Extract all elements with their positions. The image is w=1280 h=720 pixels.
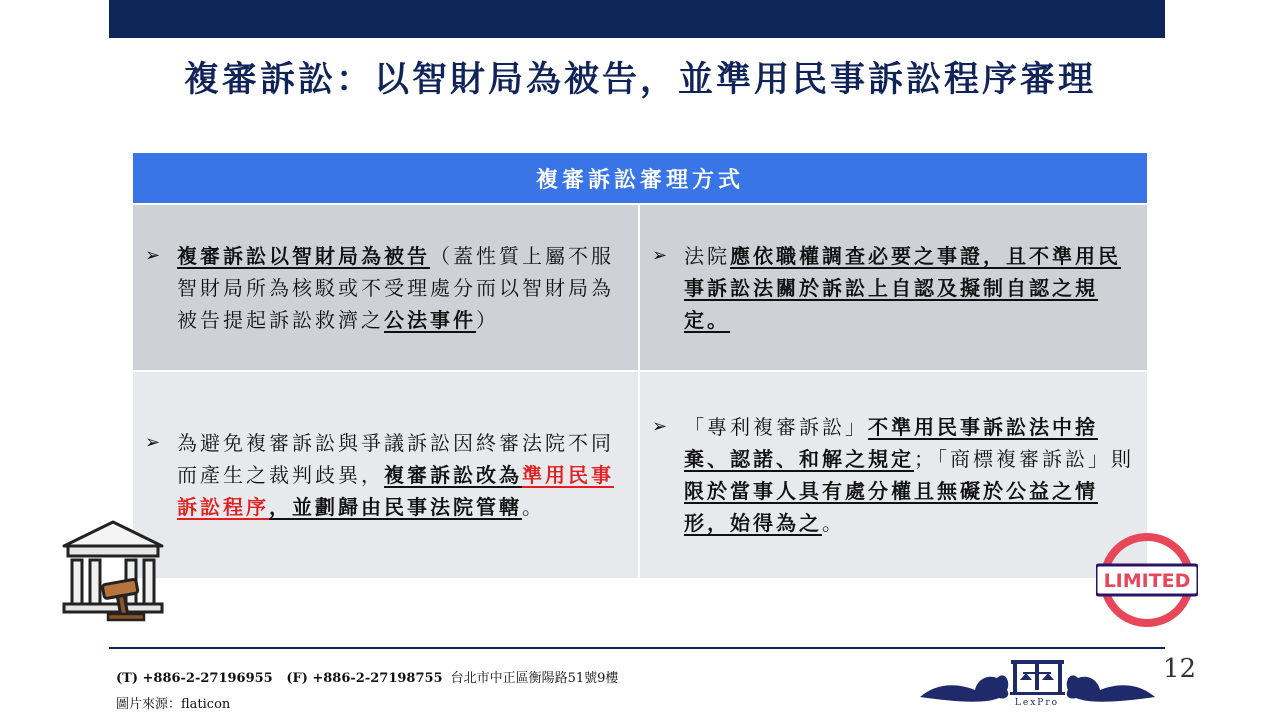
top-bar (109, 0, 1165, 38)
emphasis-text: 應依職權調查必要之事證，且不準用民事訴訟法關於訴訟上自認及擬制自認之規定。 (684, 243, 1121, 332)
plain-text: 「專利複審訴訟」 (684, 415, 868, 439)
arrow-bullet-icon: ➢ (652, 244, 671, 266)
review-table (133, 153, 1147, 578)
bullet-text (684, 240, 1135, 336)
arrow-bullet-icon: ➢ (145, 432, 164, 453)
lexpro-lion-logo (915, 652, 1160, 708)
bullet-text (177, 240, 626, 336)
table-header: 複審訴訟審理方式 (133, 153, 1147, 203)
plain-text: ） (476, 307, 499, 332)
limited-badge-icon (1096, 532, 1198, 628)
court-gavel-icon (60, 518, 166, 622)
phone-number: (T) +886-2-27196955 (116, 671, 273, 686)
logo-text: LexPro (1014, 698, 1060, 708)
emphasis-text: 不準用民事訴訟法中捨棄、認諾、和解之規定 (684, 415, 1098, 471)
plain-text: 。 (522, 495, 545, 519)
plain-text: 。 (822, 511, 845, 535)
table-cell-evidence (640, 205, 1147, 370)
image-source: 圖片來源：flaticon (116, 697, 231, 712)
emphasis-text: 公法事件 (384, 307, 476, 332)
bullet-item (145, 240, 626, 336)
emphasis-text: 複審訴訟以智財局為被告 (177, 243, 430, 268)
office-address: 台北市中正區衡陽路51號9樓 (450, 671, 619, 686)
page-number: 12 (1163, 654, 1197, 684)
slide-title: 複審訴訟：以智財局為被告，並準用民事訴訟程序審理 (183, 59, 1096, 100)
bullet-item (652, 240, 1135, 336)
plain-text: 為避免複審訴訟與爭議訴訟因終審法院不同而產生之裁判歧異， (177, 431, 614, 487)
emphasis-text: 限於當事人具有處分權且無礙於公益之情形，始得為之 (684, 479, 1098, 535)
bullet-text (684, 411, 1135, 539)
arrow-bullet-icon: ➢ (145, 244, 164, 266)
table-cell-settlement (640, 372, 1147, 578)
contact-info (116, 667, 618, 686)
table-cell-defendant (133, 205, 638, 370)
table-cell-jurisdiction (133, 372, 638, 578)
emphasis-text: 複審訴訟改為 (384, 463, 522, 487)
bullet-item (145, 427, 626, 523)
plain-text: 法院 (684, 243, 730, 268)
footer-divider (109, 647, 1165, 649)
arrow-bullet-icon: ➢ (652, 416, 671, 437)
fax-number: (F) +886-2-27198755 (286, 671, 443, 686)
highlight-text: 準用民事訴訟程序 (177, 463, 614, 519)
emphasis-text: ，並劃歸由民事法院管轄 (269, 495, 522, 519)
limited-badge-text: LIMITED (1103, 570, 1191, 592)
bullet-item (652, 411, 1135, 539)
bullet-text (177, 427, 626, 523)
plain-text: （蓋性質上屬不服智財局所為核駁或不受理處分而以智財局為被告提起訴訟救濟之 (177, 243, 614, 332)
plain-text: ；「商標複審訴訟」則 (914, 447, 1134, 471)
